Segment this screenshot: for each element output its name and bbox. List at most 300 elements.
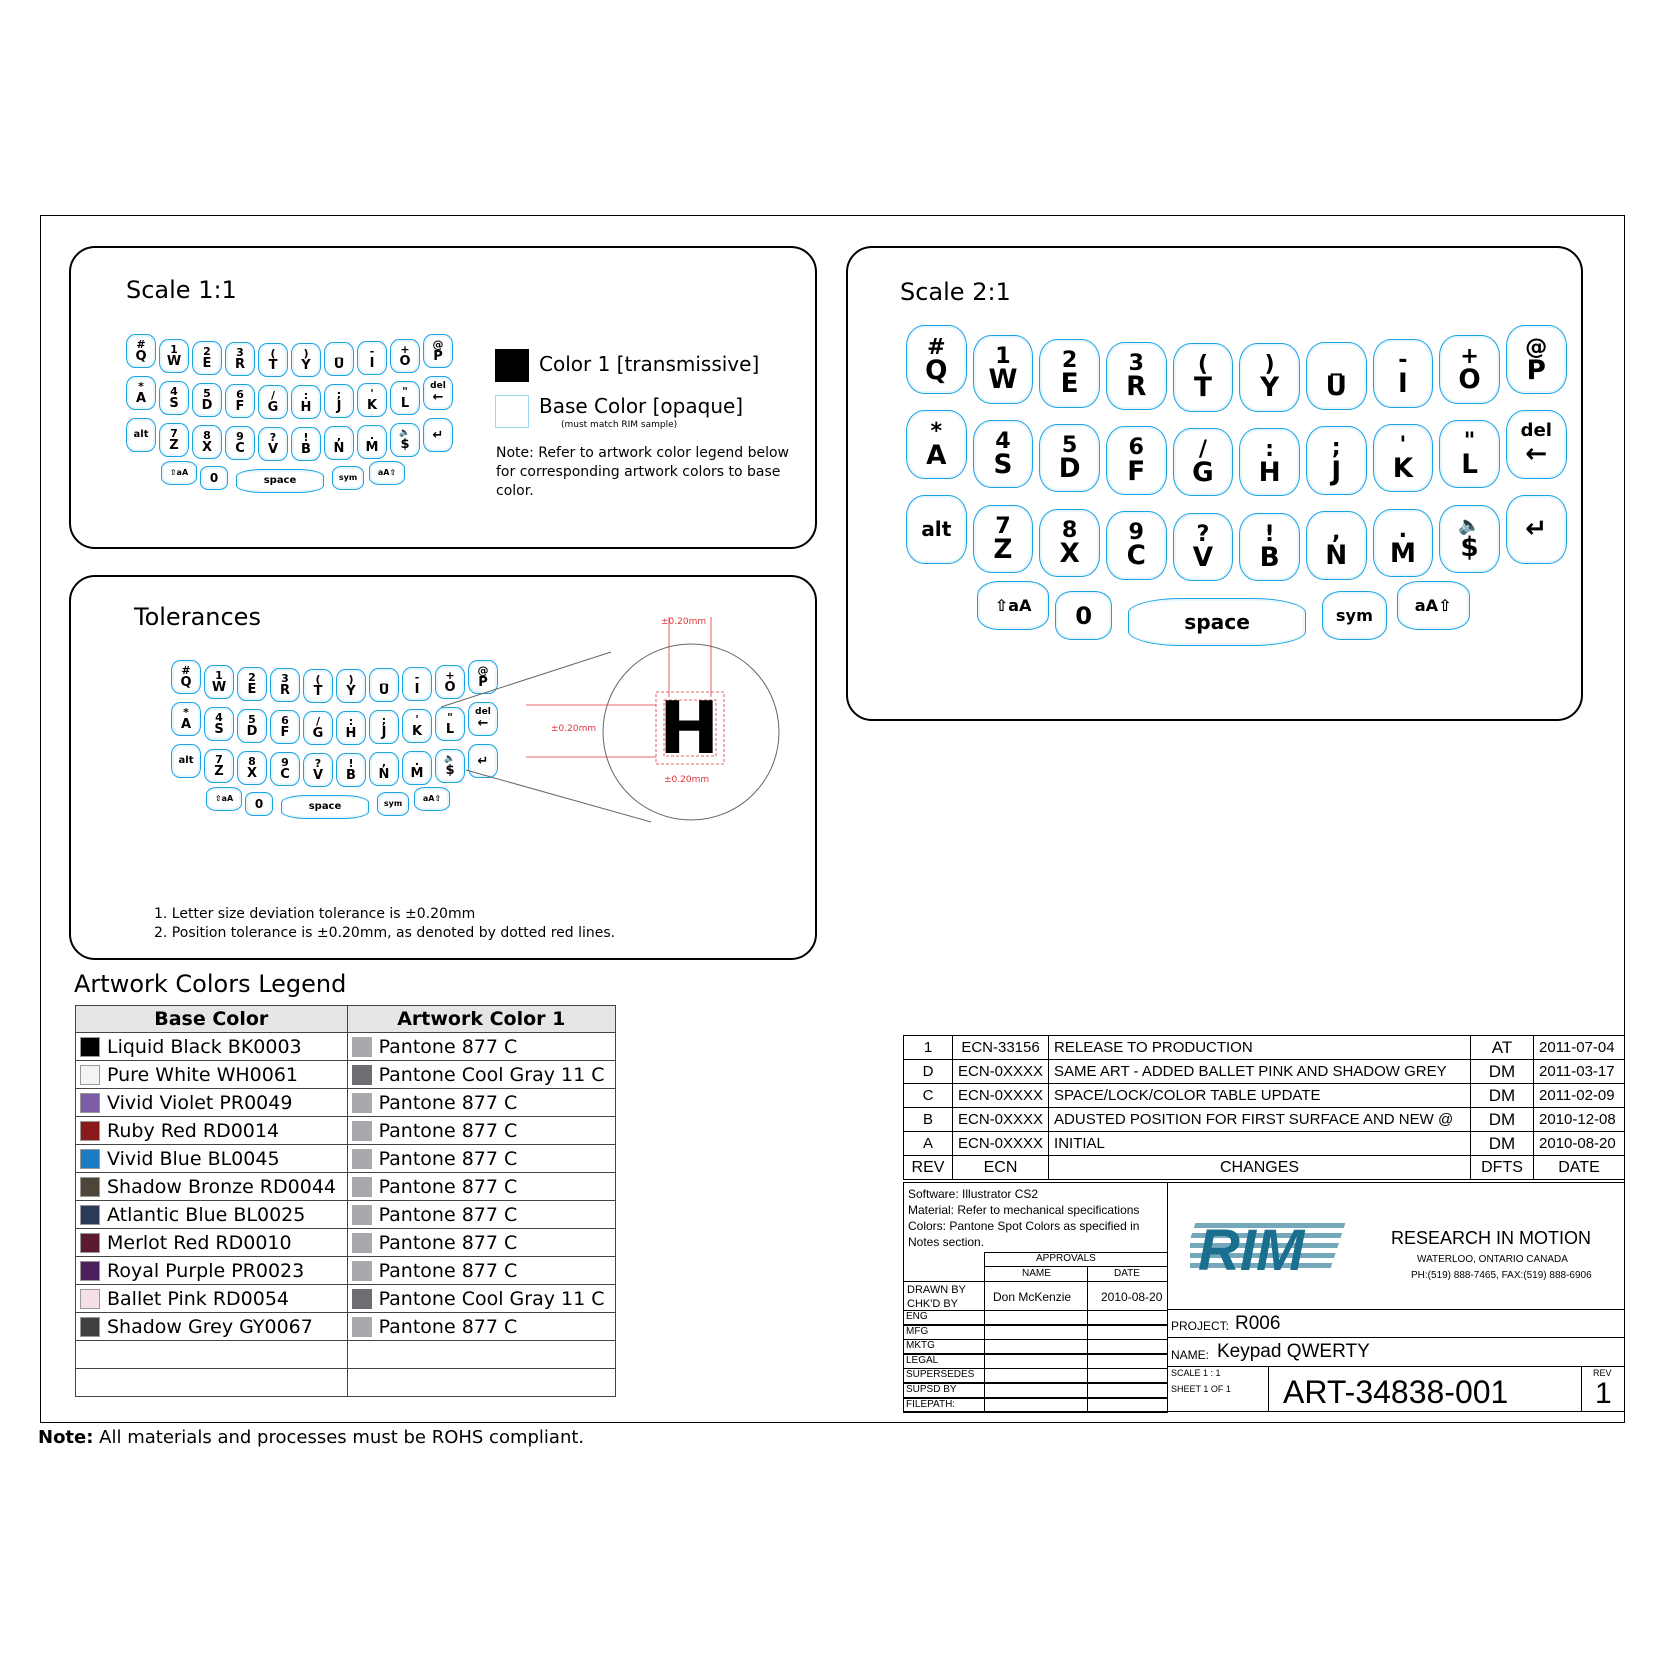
empty-cell (76, 1369, 348, 1397)
key-main-symbol: V (1192, 542, 1214, 573)
key-main-symbol: H (345, 725, 357, 741)
approval-role-label: LEGAL (906, 1354, 939, 1366)
key-top-symbol: / (1198, 435, 1207, 462)
key-top-symbol: # (926, 333, 946, 360)
base-color-name: Ruby Red RD0014 (107, 1119, 280, 1142)
approval-role-row (903, 1325, 1168, 1340)
key-main-symbol: $ (445, 762, 455, 778)
artwork-color-swatch (352, 1037, 372, 1057)
key-main-symbol: X (246, 765, 258, 781)
revision-rev: C (904, 1084, 953, 1108)
key-main-symbol: U (333, 357, 345, 373)
revision-change: SAME ART - ADDED BALLET PINK AND SHADOW GREY (1049, 1060, 1471, 1084)
artwork-color-cell (347, 1117, 615, 1145)
revision-ecn: ECN-0XXXX (953, 1084, 1049, 1108)
key-e (1039, 339, 1100, 408)
revision-change: RELEASE TO PRODUCTION (1049, 1036, 1471, 1060)
key-main-symbol: Q (135, 349, 147, 365)
key-main-symbol: ← (432, 390, 444, 406)
approval-role-label: SUPSD BY (906, 1384, 957, 1395)
artwork-color-cell (347, 1257, 615, 1285)
key-top-symbol: 1 (995, 342, 1011, 369)
key-main-symbol: Z (214, 763, 224, 779)
artwork-color-swatch (352, 1121, 372, 1141)
key- (423, 418, 453, 452)
artwork-color-swatch (352, 1289, 372, 1309)
key-top-symbol: 3 (236, 346, 244, 360)
key-b (1239, 513, 1300, 582)
revision-row (904, 1036, 1625, 1060)
changes-header: CHANGES (1049, 1156, 1471, 1180)
key-top-symbol: _ (336, 346, 342, 360)
artwork-color-swatch (352, 1065, 372, 1085)
key-main-symbol: R (1126, 371, 1147, 402)
key-bottom-2: space (1128, 598, 1306, 646)
key-main-symbol: G (312, 725, 324, 741)
revision-row (904, 1060, 1625, 1084)
key-top-symbol: @ (1525, 333, 1548, 360)
revision-dfts: DM (1471, 1132, 1534, 1156)
key-s (973, 420, 1034, 489)
revision-date: 2011-02-09 (1534, 1084, 1625, 1108)
key-main-symbol: Z (169, 437, 179, 453)
artwork-color-cell (347, 1201, 615, 1229)
key-top-symbol: # (181, 664, 191, 678)
key-r (225, 342, 255, 376)
revision-change: ADUSTED POSITION FOR FIRST SURFACE AND NEW @ (1049, 1108, 1471, 1132)
artwork-color-name: Pantone 877 C (378, 1175, 518, 1198)
company-phone: PH:(519) 888-7465, FAX:(519) 888-6906 (1411, 1270, 1592, 1281)
revision-ecn: ECN-33156 (953, 1036, 1049, 1060)
key-top-symbol: 1 (215, 668, 223, 682)
key-top-symbol: 6 (236, 388, 244, 402)
key-top-symbol: 6 (1128, 434, 1144, 461)
revision-dfts: DM (1471, 1108, 1534, 1132)
key-m (1373, 509, 1434, 578)
key-main-symbol: ↵ (477, 753, 489, 769)
ecn-header: ECN (953, 1156, 1049, 1180)
key-top-symbol: ' (370, 386, 374, 400)
company-name: RESEARCH IN MOTION (1391, 1228, 1592, 1248)
key-w (973, 335, 1034, 404)
base-color-cell (76, 1033, 348, 1061)
tolerances-title: Tolerances (134, 603, 261, 631)
tb-software: Software: Illustrator CS2 (908, 1187, 1039, 1201)
key-main-symbol: X (201, 439, 213, 455)
key-o (390, 339, 420, 373)
base-color-swatch (80, 1317, 100, 1337)
key-main-symbol: J (336, 399, 342, 415)
zoom-letter: H (659, 686, 720, 770)
zoom-line-top (441, 652, 611, 707)
key-top-symbol: 2 (248, 670, 256, 684)
footnote-text: All materials and processes must be ROHS compliant. (93, 1427, 585, 1448)
key-top-symbol: 🔈 (399, 427, 411, 438)
key-main-symbol: O (399, 353, 411, 369)
artwork-color-name: Pantone 877 C (378, 1035, 518, 1058)
key-top-symbol: " (447, 710, 453, 724)
key-main-symbol: M (365, 439, 379, 455)
artwork-row (76, 1061, 616, 1089)
artwork-color-cell (347, 1145, 615, 1173)
key-top-symbol: 4 (995, 427, 1011, 454)
key-main-symbol: Y (301, 357, 311, 373)
key-top-symbol: . (369, 428, 375, 442)
approval-role-row (903, 1310, 1168, 1325)
key-bottom-0: ⇧aA (206, 787, 242, 811)
base-color-swatch (80, 1233, 100, 1253)
tolerances-panel (69, 575, 817, 960)
key-bottom-4: aA⇧ (414, 787, 450, 811)
revision-date: 2011-07-04 (1534, 1036, 1625, 1060)
key-top-symbol: / (270, 388, 276, 402)
footnote-bold: Note: (38, 1427, 94, 1448)
key-main-symbol: E (1060, 369, 1079, 400)
key-k (1373, 424, 1434, 493)
revision-rev: 1 (904, 1036, 953, 1060)
project-label: PROJECT: (1171, 1319, 1230, 1333)
key- (1506, 410, 1567, 479)
sheet-value: SHEET 1 OF 1 (1171, 1384, 1231, 1394)
key-top-symbol: 🔈 (444, 753, 456, 764)
key-top-symbol: del (475, 707, 491, 718)
revision-dfts: DM (1471, 1084, 1534, 1108)
key-main-symbol: O (1458, 365, 1481, 396)
key-top-symbol: ' (415, 712, 419, 726)
base-color-cell (76, 1173, 348, 1201)
base-color-name: Vivid Violet PR0049 (107, 1091, 293, 1114)
artwork-color-name: Pantone 877 C (378, 1203, 518, 1226)
key-z (973, 505, 1034, 574)
color1-label: Color 1 [transmissive] (539, 352, 760, 376)
key-main-symbol: Z (993, 534, 1013, 565)
base-color-cell (76, 1117, 348, 1145)
artwork-colors-table (75, 1005, 616, 1397)
key-main-symbol: alt (178, 755, 194, 767)
base-color-name: Merlot Red RD0010 (107, 1231, 292, 1254)
artwork-color-name: Pantone Cool Gray 11 C (378, 1063, 605, 1086)
key-main-symbol: K (1392, 453, 1414, 484)
artwork-color-cell (347, 1285, 615, 1313)
key-s (159, 381, 189, 415)
key-main-symbol: B (346, 767, 356, 783)
color-legend-note: Note: Refer to artwork color legend below for corresponding artwork colors to base color. (496, 445, 789, 499)
empty-cell (347, 1369, 615, 1397)
key-main-symbol: U (378, 683, 390, 699)
tolerance-note-1: 1. Letter size deviation tolerance is ±0.20mm (154, 906, 476, 922)
dfts-header: DFTS (1471, 1156, 1534, 1180)
artwork-row (76, 1173, 616, 1201)
key-t (1173, 343, 1234, 412)
key-main-symbol: Q (180, 675, 192, 691)
revision-rev: B (904, 1108, 953, 1132)
approval-role-label: SUPERSEDES (906, 1369, 975, 1381)
drawn-by-date: 2010-08-20 (1101, 1290, 1163, 1304)
artwork-legend-title: Artwork Colors Legend (74, 970, 347, 998)
key-main-symbol: W (211, 679, 227, 695)
key-top-symbol: 8 (248, 754, 256, 768)
key-main-symbol: M (1389, 538, 1416, 569)
revision-row (904, 1084, 1625, 1108)
key-q (906, 325, 967, 394)
base-color-name: Royal Purple PR0023 (107, 1259, 305, 1282)
key-top-symbol: , (381, 756, 387, 770)
key-alt (906, 495, 967, 564)
revision-date: 2011-03-17 (1534, 1060, 1625, 1084)
base-color-swatch (80, 1177, 100, 1197)
base-color-cell (76, 1061, 348, 1089)
key-z (159, 423, 189, 457)
key-main-symbol: G (1192, 457, 1214, 488)
base-color-swatch (80, 1205, 100, 1225)
artwork-row (76, 1145, 616, 1173)
base-color-swatch (80, 1289, 100, 1309)
revision-table (903, 1035, 1625, 1180)
revision-rev: D (904, 1060, 953, 1084)
key-main-symbol: K (411, 723, 423, 739)
revision-row (904, 1132, 1625, 1156)
key-top-symbol: ? (1196, 520, 1210, 547)
revision-change: INITIAL (1049, 1132, 1471, 1156)
key-g (258, 385, 288, 419)
key-bottom-0: ⇧aA (161, 461, 197, 485)
key-main-symbol: P (433, 349, 443, 365)
artwork-color-swatch (352, 1205, 372, 1225)
key-main-symbol: I (1398, 369, 1408, 400)
artwork-color-cell (347, 1033, 615, 1061)
key-u (1306, 342, 1367, 411)
key-main-symbol: E (202, 355, 212, 371)
base-color-name: Pure White WH0061 (107, 1063, 299, 1086)
base-color-cell (76, 1285, 348, 1313)
key-l (390, 381, 420, 415)
key-top-symbol: / (315, 714, 321, 728)
key-main-symbol: N (333, 441, 345, 457)
key-top-symbol: - (414, 670, 420, 684)
key-main-symbol: T (313, 683, 323, 699)
company-city: WATERLOO, ONTARIO CANADA (1417, 1254, 1568, 1265)
key-main-symbol: R (279, 683, 290, 699)
base-color-name: Shadow Bronze RD0044 (107, 1175, 336, 1198)
key-bottom-2: space (236, 469, 324, 493)
artwork-color-cell (347, 1173, 615, 1201)
artwork-row (76, 1229, 616, 1257)
key-top-symbol: 4 (215, 710, 223, 724)
tb-material: Material: Refer to mechanical specifications (908, 1203, 1140, 1217)
key-main-symbol: X (1059, 538, 1080, 569)
key-top-symbol: ? (269, 430, 277, 444)
key-a (126, 376, 156, 410)
key-top-symbol: ; (336, 388, 342, 402)
color1-swatch (495, 349, 529, 382)
key-top-symbol: ( (270, 346, 276, 360)
key-c (1106, 511, 1167, 580)
dim-left-label: ±0.20mm (551, 724, 597, 734)
approval-role-label: FILEPATH: (906, 1398, 956, 1410)
key-main-symbol: alt (133, 429, 149, 441)
key-main-symbol: E (247, 681, 257, 697)
key-top-symbol: 5 (248, 712, 256, 726)
key-b (291, 427, 321, 461)
key-top-symbol: . (414, 754, 420, 768)
artwork-row (76, 1257, 616, 1285)
rev-label: REV (1593, 1368, 1612, 1378)
key-main-symbol: F (1127, 456, 1146, 487)
key-main-symbol: P (478, 675, 488, 691)
key-top-symbol: : (303, 388, 309, 402)
artwork-color-name: Pantone 877 C (378, 1231, 518, 1254)
approval-role-row (903, 1339, 1168, 1354)
revision-date: 2010-12-08 (1534, 1108, 1625, 1132)
key-main-symbol: P (1526, 355, 1546, 386)
key-top-symbol: 8 (1061, 516, 1078, 543)
key-top-symbol: : (348, 714, 354, 728)
key-main-symbol: N (378, 767, 390, 783)
key-p (423, 334, 453, 368)
key-bottom-4: aA⇧ (369, 461, 405, 485)
date-header: DATE (1534, 1156, 1625, 1180)
key-top-symbol: # (136, 338, 146, 352)
key- (423, 376, 453, 410)
approvals-label: APPROVALS (1036, 1253, 1096, 1264)
key-top-symbol: - (369, 344, 375, 358)
key-main-symbol: N (1325, 541, 1348, 572)
artwork-row (76, 1201, 616, 1229)
key-main-symbol: J (1331, 456, 1342, 487)
key-main-symbol: G (267, 399, 279, 415)
scale-2-1-title: Scale 2:1 (900, 278, 1011, 306)
key-bottom-1: 0 (245, 792, 273, 816)
approval-role-row (903, 1354, 1168, 1369)
base-color-sublabel: (must match RIM sample) (561, 420, 678, 430)
base-color-swatch (495, 395, 529, 428)
key-main-symbol: F (280, 725, 290, 741)
key- (1506, 495, 1567, 564)
rim-logo (1190, 1215, 1350, 1285)
key-r (1106, 342, 1167, 411)
base-color-cell (76, 1313, 348, 1341)
artwork-empty-row (76, 1369, 616, 1397)
artwork-row (76, 1285, 616, 1313)
dim-top-label: ±0.20mm (661, 617, 707, 627)
artwork-row (76, 1117, 616, 1145)
key- (390, 423, 420, 457)
artwork-empty-row (76, 1341, 616, 1369)
key-main-symbol: T (268, 357, 278, 373)
revision-rev: A (904, 1132, 953, 1156)
key-main-symbol: C (1126, 541, 1146, 572)
revision-change: SPACE/LOCK/COLOR TABLE UPDATE (1049, 1084, 1471, 1108)
key-main-symbol: F (235, 399, 245, 415)
artwork-color-swatch (352, 1233, 372, 1253)
key-top-symbol: 2 (203, 344, 211, 358)
key-bottom-2: space (281, 795, 369, 819)
base-color-name: Atlantic Blue BL0025 (107, 1203, 306, 1226)
key-main-symbol: L (445, 721, 455, 737)
base-color-cell (76, 1089, 348, 1117)
base-color-cell (76, 1201, 348, 1229)
revision-dfts: DM (1471, 1060, 1534, 1084)
key-top-symbol: 9 (236, 430, 244, 444)
key-top-symbol: * (138, 380, 144, 394)
key-main-symbol: A (180, 717, 192, 733)
key-main-symbol: H (300, 399, 312, 415)
key-top-symbol: 3 (281, 672, 289, 686)
key-top-symbol: del (430, 381, 446, 392)
key-main-symbol: Q (925, 355, 948, 386)
revision-ecn: ECN-0XXXX (953, 1060, 1049, 1084)
name-label: NAME: (1171, 1348, 1210, 1362)
base-color-swatch (80, 1093, 100, 1113)
key-p (1506, 325, 1567, 394)
key-top-symbol: ) (303, 346, 309, 360)
name-value: Keypad QWERTY (1217, 1341, 1370, 1362)
scale-1-1-title: Scale 1:1 (126, 276, 237, 304)
dim-bottom-label: ±0.20mm (664, 775, 710, 785)
key-main-symbol: I (414, 681, 420, 697)
key-main-symbol: A (926, 440, 947, 471)
key-h (291, 385, 321, 419)
tb-colors: Colors: Pantone Spot Colors as specified in (908, 1219, 1140, 1233)
key-top-symbol: - (1398, 346, 1408, 373)
key-top-symbol: * (930, 418, 943, 445)
key-y (1239, 343, 1300, 412)
key-main-symbol: U (1325, 371, 1347, 402)
key-main-symbol: D (246, 723, 258, 739)
artwork-color-name: Pantone Cool Gray 11 C (378, 1287, 605, 1310)
key-top-symbol: + (400, 342, 410, 356)
key-main-symbol: A (135, 391, 147, 407)
key-top-symbol: 5 (1061, 431, 1078, 458)
key-top-symbol: ! (303, 430, 309, 444)
key-main-symbol: Y (1260, 373, 1280, 404)
base-color-cell (76, 1229, 348, 1257)
key-top-symbol: ? (314, 756, 322, 770)
key-top-symbol: ! (1264, 520, 1275, 547)
key- (1439, 505, 1500, 574)
key-g (1173, 428, 1234, 497)
key-x (1039, 509, 1100, 578)
key-l (1439, 420, 1500, 489)
key-main-symbol: L (400, 395, 410, 411)
drawn-by-label: DRAWN BY (907, 1284, 966, 1296)
key-top-symbol: 6 (281, 714, 289, 728)
key-top-symbol: ( (1197, 350, 1208, 377)
key-top-symbol: 7 (995, 512, 1011, 539)
key-main-symbol: B (301, 441, 311, 457)
key-v (258, 427, 288, 461)
key-top-symbol: " (402, 384, 408, 398)
key-bottom-1: 0 (200, 466, 228, 490)
key-main-symbol: V (312, 767, 324, 783)
base-color-name: Shadow Grey GY0067 (107, 1315, 313, 1338)
key-d (192, 383, 222, 417)
key-main-symbol: $ (1460, 532, 1479, 563)
key-top-symbol: ; (381, 714, 387, 728)
key-c (225, 426, 255, 460)
base-color-swatch (80, 1065, 100, 1085)
artwork-color-name: Pantone 877 C (378, 1315, 518, 1338)
base-color-cell (76, 1257, 348, 1285)
base-color-swatch (80, 1261, 100, 1281)
scale-value: SCALE 1 : 1 (1171, 1368, 1221, 1378)
key-main-symbol: D (201, 397, 213, 413)
key-t (258, 343, 288, 377)
key-top-symbol: del (1520, 420, 1553, 442)
key-bottom-1: 0 (1055, 591, 1112, 639)
artwork-color-swatch (352, 1261, 372, 1281)
key-top-symbol: _ (381, 672, 387, 686)
